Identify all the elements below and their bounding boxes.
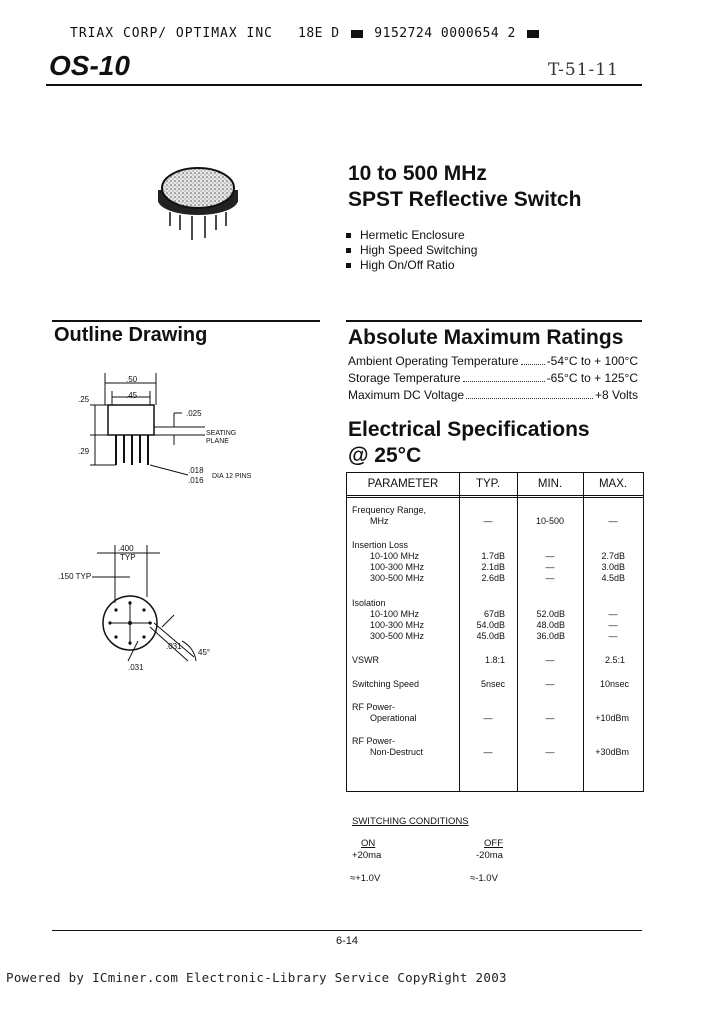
min-isolation: 52.0dB 48.0dB 36.0dB [536, 609, 565, 641]
switching-off-label: OFF [484, 838, 503, 849]
bullet-icon [346, 233, 351, 238]
min-switching-speed: — [545, 679, 555, 689]
typ-switching-speed: 5nsec [480, 679, 505, 689]
min-rf-power-non-destruct: — [545, 747, 555, 757]
param-rf-power-operational: RF Power- Operational [352, 702, 417, 723]
page-number: 6-14 [336, 935, 359, 947]
param-isolation: Isolation 10-100 MHz 100-300 MHz 300-500 MHz [352, 598, 425, 641]
rating-row: Storage Temperature -65°C to + 125°C [348, 371, 638, 385]
typ-rf-power-non-destruct: — [483, 747, 493, 757]
switching-off-current: -20ma [476, 850, 503, 861]
rating-row: Ambient Operating Temperature -54°C to + 100°C [348, 354, 638, 368]
product-title-type: SPST Reflective Switch [348, 188, 582, 211]
section-rule [52, 320, 320, 322]
param-rf-power-non-destruct: RF Power- Non-Destruct [352, 736, 424, 757]
dim-0016: .016 [188, 476, 204, 485]
ratings-heading: Absolute Maximum Ratings [348, 326, 624, 349]
min-frequency: 10-500 [535, 516, 565, 526]
switching-off-voltage: ≈-1.0V [470, 873, 498, 884]
switching-on-voltage: ≈+1.0V [350, 873, 381, 884]
max-isolation: — — — [608, 609, 618, 641]
seating-label-1: SEATING [206, 430, 237, 437]
max-frequency: — [608, 516, 618, 526]
dim-0400: .400 [118, 544, 134, 553]
param-switching-speed: Switching Speed [352, 679, 420, 689]
rating-row: Maximum DC Voltage +8 Volts [348, 388, 638, 402]
col-header-min: MIN. [537, 478, 563, 490]
electrical-heading: Electrical Specifications [348, 418, 590, 441]
feature-list [346, 228, 477, 273]
max-rf-power-operational: +10dBm [595, 713, 629, 723]
typ-isolation: 67dB 54.0dB 45.0dB [476, 609, 505, 641]
company-header: TRIAX CORP/ OPTIMAX INC [70, 26, 274, 41]
code-prefix: 18E D [298, 26, 340, 41]
param-vswr: VSWR [352, 655, 379, 665]
bullet-icon [346, 248, 351, 253]
spec-table [346, 472, 644, 792]
param-insertion-loss: Insertion Loss 10-100 MHz 100-300 MHz 300-500 MHz [352, 540, 425, 583]
dim-pins: DIA 12 PINS [212, 473, 252, 480]
block-mark [527, 30, 539, 38]
col-header-parameter: PARAMETER [367, 478, 439, 490]
typ-frequency: — [483, 516, 493, 526]
bullet-icon [346, 263, 351, 268]
dim-0031b: .031 [128, 663, 144, 672]
param-frequency: Frequency Range, MHz [352, 505, 427, 526]
typ-rf-power-operational: — [483, 713, 493, 723]
switching-on-current: +20ma [352, 850, 382, 861]
min-rf-power-operational: — [545, 713, 555, 723]
dim-0025: .025 [186, 409, 202, 418]
product-photo [150, 160, 250, 246]
dim-angle: 45° [198, 648, 211, 657]
ratings-list [348, 354, 638, 405]
min-insertion-loss: — — — [545, 551, 555, 583]
document-code [298, 26, 542, 41]
dim-0018: .018 [188, 466, 204, 475]
max-switching-speed: 10nsec [599, 679, 629, 689]
top-rule [46, 84, 642, 86]
col-header-typ: TYP. [475, 478, 501, 490]
seating-label-2: PLANE [206, 438, 229, 445]
footer-copyright: Powered by ICminer.com Electronic-Library Service CopyRight 2003 [6, 970, 507, 985]
model-number: OS-10 [49, 50, 130, 81]
feature-item: Hermetic Enclosure [346, 228, 477, 243]
code-number: 9152724 0000654 2 [374, 26, 516, 41]
typ-vswr: 1.8:1 [484, 655, 505, 665]
dim-029: .29 [78, 447, 90, 456]
handwritten-note: T-51-11 [548, 60, 619, 80]
max-vswr: 2.5:1 [604, 655, 625, 665]
col-header-max: MAX. [598, 478, 628, 490]
outline-drawing-heading: Outline Drawing [54, 324, 208, 346]
dim-0031a: .031 [166, 642, 182, 651]
switching-conditions-title: SWITCHING CONDITIONS [352, 816, 469, 827]
section-rule [346, 320, 642, 322]
dim-025: .25 [78, 395, 90, 404]
dim-0150: .150 TYP [58, 572, 92, 581]
typ-insertion-loss: 1.7dB 2.1dB 2.6dB [481, 551, 505, 583]
feature-item: High On/Off Ratio [346, 258, 477, 273]
max-rf-power-non-destruct: +30dBm [595, 747, 629, 757]
dim-050: .50 [126, 375, 138, 384]
bottom-rule [52, 930, 642, 931]
dim-typ: TYP [120, 553, 136, 562]
feature-item: High Speed Switching [346, 243, 477, 258]
electrical-temperature: @ 25°C [348, 444, 422, 467]
product-title-frequency: 10 to 500 MHz [348, 162, 487, 185]
switching-on-label: ON [361, 838, 376, 849]
min-vswr: — [545, 655, 555, 665]
outline-drawing [58, 365, 310, 695]
dim-045: .45 [126, 391, 138, 400]
max-insertion-loss: 2.7dB 3.0dB 4.5dB [601, 551, 625, 583]
block-mark [351, 30, 363, 38]
